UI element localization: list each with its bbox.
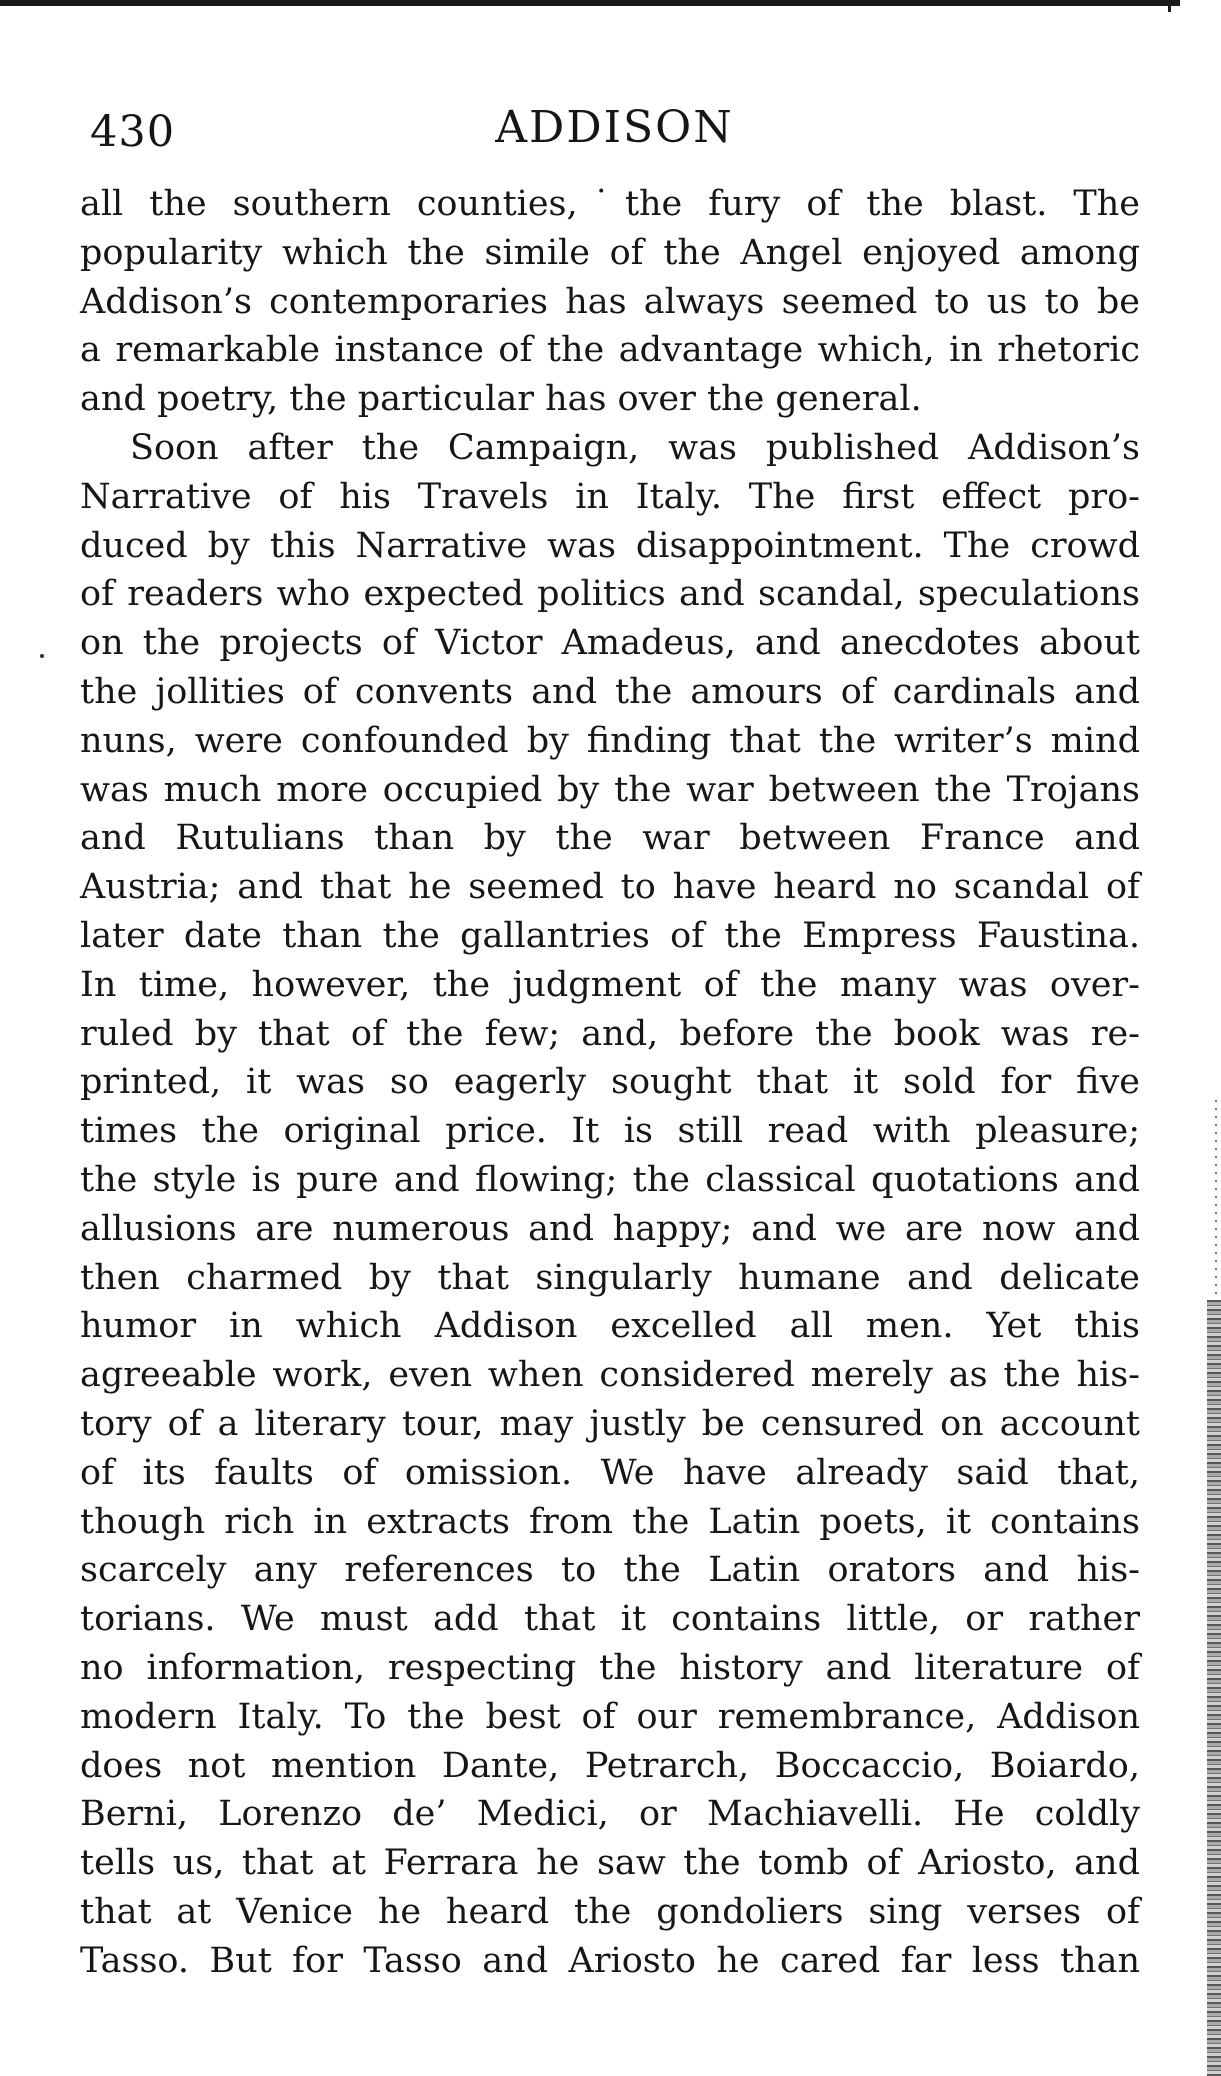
right-page-edge bbox=[1207, 1300, 1221, 2076]
page-number: 430 bbox=[90, 107, 176, 157]
text-line: In time, however, the judgment of the many was over- bbox=[80, 964, 1140, 1005]
text-line: nuns, were confounded by finding that the writer’s mind bbox=[80, 720, 1140, 761]
text-line: Soon after the Campaign, was published Addison’s bbox=[130, 427, 1140, 468]
text-line: of readers who expected politics and scandal, speculations bbox=[80, 574, 1140, 615]
text-line: tells us, that at Ferrara he saw the tomb of Ariosto, and bbox=[80, 1843, 1140, 1884]
text-line: does not mention Dante, Petrarch, Boccaccio, Boiardo, bbox=[80, 1745, 1140, 1786]
text-line: Narrative of his Travels in Italy. The first effect pro- bbox=[80, 476, 1140, 517]
text-line: and Rutulians than by the war between France and bbox=[80, 818, 1140, 859]
text-line: Addison’s contemporaries has always seemed to us to be bbox=[80, 281, 1140, 322]
text-line: then charmed by that singularly humane and delicate bbox=[80, 1257, 1140, 1298]
text-line: Berni, Lorenzo de’ Medici, or Machiavelli. He coldly bbox=[80, 1794, 1140, 1835]
text-line: the jollities of convents and the amours of cardinals and bbox=[80, 671, 1140, 712]
text-line: allusions are numerous and happy; and we are now and bbox=[80, 1208, 1140, 1249]
text-line: humor in which Addison excelled all men. Yet this bbox=[80, 1306, 1140, 1347]
text-line: all the southern counties,˙the fury of the blast. The bbox=[80, 184, 1140, 224]
text-line: though rich in extracts from the Latin poets, it contains bbox=[80, 1501, 1140, 1542]
text-line: agreeable work, even when considered merely as the his- bbox=[80, 1355, 1140, 1396]
text-line: no information, respecting the history and literature of bbox=[80, 1647, 1140, 1688]
text-line: on the projects of Victor Amadeus, and anecdotes about bbox=[80, 623, 1140, 664]
text-line: times the original price. It is still read with pleasure; bbox=[80, 1111, 1140, 1152]
left-page-edge bbox=[0, 0, 2, 2076]
text-line: torians. We must add that it contains little, or rather bbox=[80, 1599, 1140, 1640]
text-line: modern Italy. To the best of our remembrance, Addison bbox=[80, 1696, 1140, 1737]
text-line: tory of a literary tour, may justly be censured on account bbox=[80, 1403, 1140, 1444]
text-line: of its faults of omission. We have already said that, bbox=[80, 1452, 1140, 1493]
text-line: that at Venice he heard the gondoliers sing verses of bbox=[80, 1891, 1140, 1932]
text-line: popularity which the simile of the Angel enjoyed among bbox=[80, 232, 1140, 273]
text-line: later date than the gallantries of the Empress Faustina. bbox=[80, 915, 1140, 956]
body-text bbox=[80, 180, 1140, 1985]
text-line: was much more occupied by the war between the Trojans bbox=[80, 769, 1140, 810]
text-line: Austria; and that he seemed to have heard no scandal of bbox=[80, 867, 1140, 908]
top-border-tick bbox=[1168, 4, 1171, 12]
text-line: printed, it was so eagerly sought that it sold for five bbox=[80, 1062, 1140, 1103]
running-title: ADDISON bbox=[495, 102, 734, 153]
text-line: the style is pure and flowing; the classical quotations and bbox=[80, 1159, 1140, 1200]
top-border-rule bbox=[0, 0, 1180, 6]
text-line: and poetry, the particular has over the general. bbox=[80, 379, 922, 420]
text-line: ruled by that of the few; and, before the book was re- bbox=[80, 1013, 1140, 1054]
right-page-edge-faint bbox=[1215, 1100, 1217, 1300]
text-line: scarcely any references to the Latin orators and his- bbox=[80, 1550, 1140, 1591]
text-line: duced by this Narrative was disappointment. The crowd bbox=[80, 525, 1140, 566]
text-line: Tasso. But for Tasso and Ariosto he cared far less than bbox=[80, 1940, 1140, 1981]
margin-speck bbox=[40, 654, 44, 658]
text-line: a remarkable instance of the advantage which, in rhetoric bbox=[80, 330, 1140, 371]
